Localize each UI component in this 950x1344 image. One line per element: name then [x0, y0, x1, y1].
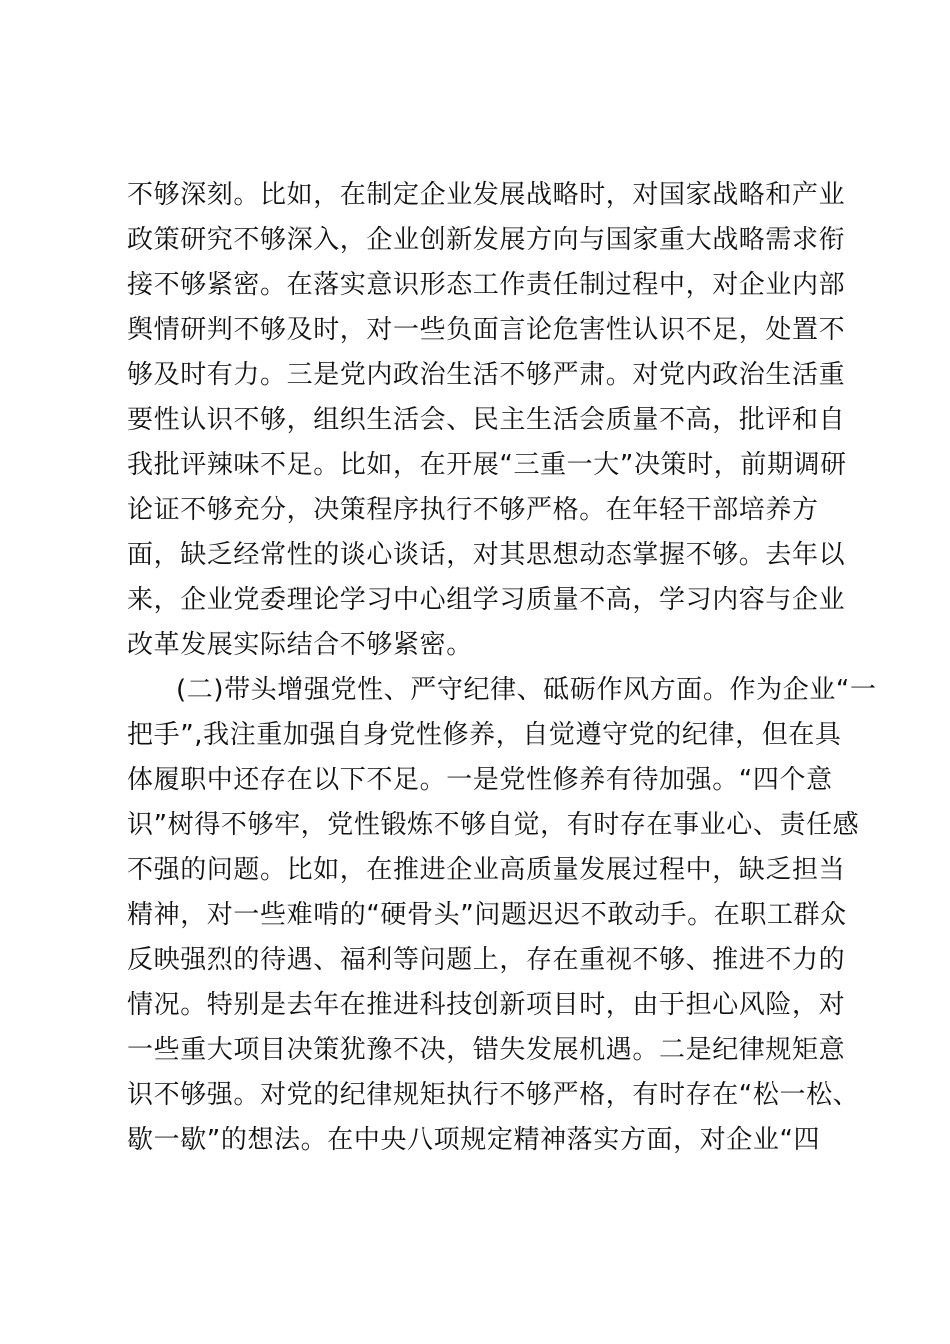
text-line: 来，企业党委理论学习中心组学习质量不高，学习内容与企业: [127, 585, 846, 615]
text-line: 识”树得不够牢，党性锻炼不够自觉，有时存在事业心、责任感: [127, 810, 860, 840]
text-line: 论证不够充分，决策程序执行不够严格。在年轻干部培养方: [127, 495, 819, 525]
section-heading-line: (二)带头增强党性、严守纪律、砥砺作风方面。作为企业“一: [176, 675, 877, 705]
text-line: 改革发展实际结合不够紧密。: [127, 630, 473, 660]
text-line: 把手”,我注重加强自身党性修养，自觉遵守党的纪律，但在具: [127, 720, 842, 750]
text-line: 歇一歇”的想法。在中央八项规定精神落实方面，对企业“四: [127, 1125, 821, 1155]
text-line: 精神，对一些难啃的“硬骨头”问题迟迟不敢动手。在职工群众: [127, 900, 847, 930]
text-line: 情况。特别是去年在推进科技创新项目时，由于担心风险，对: [127, 990, 846, 1020]
text-line: 我批评辣味不足。比如，在开展“三重一大”决策时，前期调研: [127, 450, 847, 480]
text-line: 不强的问题。比如，在推进企业高质量发展过程中，缺乏担当: [127, 855, 846, 885]
text-line: 政策研究不够深入，企业创新发展方向与国家重大战略需求衔: [127, 225, 846, 255]
text-line: 不够深刻。比如，在制定企业发展战略时，对国家战略和产业: [127, 180, 846, 210]
text-line: 体履职中还存在以下不足。一是党性修养有待加强。“四个意: [127, 765, 833, 795]
text-line: 识不够强。对党的纪律规矩执行不够严格，有时存在“松一松、: [127, 1080, 860, 1110]
text-line: 够及时有力。三是党内政治生活不够严肃。对党内政治生活重: [127, 360, 846, 390]
text-line: 面，缺乏经常性的谈心谈话，对其思想动态掌握不够。去年以: [127, 540, 846, 570]
text-line: 反映强烈的待遇、福利等问题上，存在重视不够、推进不力的: [127, 945, 846, 975]
text-line: 舆情研判不够及时，对一些负面言论危害性认识不足，处置不: [127, 315, 846, 345]
text-line: 要性认识不够，组织生活会、民主生活会质量不高，批评和自: [127, 405, 846, 435]
text-line: 一些重大项目决策犹豫不决，错失发展机遇。二是纪律规矩意: [127, 1035, 846, 1065]
text-line: 接不够紧密。在落实意识形态工作责任制过程中，对企业内部: [127, 270, 846, 300]
